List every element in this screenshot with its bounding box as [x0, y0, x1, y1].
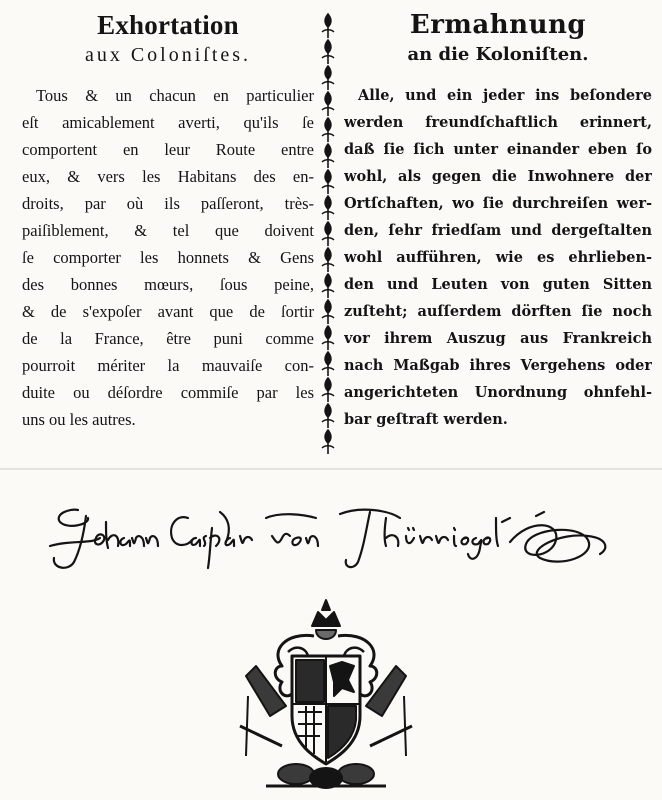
divider-fleuron: [325, 222, 331, 246]
french-column: [22, 8, 314, 433]
divider-fleuron: [325, 248, 331, 272]
german-line: zuſteht; auſſerdem dörften ſie noch: [344, 303, 652, 320]
french-text: [22, 82, 314, 433]
french-line: de la France, être puni comme: [22, 329, 314, 348]
coat-of-arms: [226, 596, 426, 796]
french-line: eux, & vers les Habitans des en-: [22, 167, 314, 186]
french-line: comportent en leur Route entre: [22, 140, 314, 159]
german-line: vor ihrem Auszug aus Frankreich: [344, 330, 652, 347]
divider-fleuron: [325, 300, 331, 324]
french-subtitle: aux Coloniſtes.: [84, 44, 252, 66]
german-line: angerichteten Unordnung ohnfehl-: [344, 384, 652, 401]
french-line: pourroit mériter la mauvaiſe con-: [22, 356, 314, 375]
ornamental-divider: [318, 6, 338, 458]
divider-fleuron: [325, 92, 331, 116]
german-line: wohl aufführen, wie es ehrlieben-: [344, 249, 652, 266]
french-line: des bonnes mœurs, ſous peine,: [22, 275, 314, 294]
divider-fleuron: [325, 378, 331, 402]
german-line: bar geſtraft werden.: [344, 411, 508, 428]
divider-fleuron: [325, 404, 331, 428]
german-line: wohl, als gegen die Inwohnere der: [344, 168, 652, 185]
german-line: den und Leuten von guten Sitten: [344, 276, 652, 293]
french-line: & de s'expoſer avant que de ſortir: [22, 302, 314, 321]
german-line: Ortſchaften, wo ſie durchreiſen wer-: [344, 195, 652, 212]
divider-fleuron: [325, 430, 331, 454]
french-line: Tous & un chacun en particulier: [36, 86, 314, 105]
divider-fleuron: [325, 170, 331, 194]
french-title: Exhortation: [97, 10, 239, 40]
german-line: daß ſie ſich unter einander eben ſo: [344, 141, 652, 158]
german-line: werden freundſchaftlich erinnert,: [344, 114, 652, 131]
german-text: [344, 82, 652, 433]
french-line: uns ou les autres.: [22, 410, 136, 429]
divider-fleuron: [325, 66, 331, 90]
german-line: den, ſehr friedſam und dergeſtalten: [344, 222, 652, 239]
handwritten-signature: [40, 488, 620, 578]
german-subtitle: an die Koloniſten.: [407, 44, 589, 65]
divider-fleuron: [325, 144, 331, 168]
french-line: eſt amicablement averti, qu'ils ſe: [22, 113, 314, 132]
german-title: Ermahnung: [409, 10, 587, 40]
divider-fleuron: [325, 118, 331, 142]
french-line: droits, par où ils paſſeront, très-: [22, 194, 314, 213]
french-line: duite ou déſordre commiſe par les: [22, 383, 314, 402]
page-fold-line: [0, 468, 662, 470]
divider-fleuron: [325, 326, 331, 350]
divider-fleuron: [325, 196, 331, 220]
signature-drawing: [40, 488, 620, 578]
french-line: ſe comporter les honnets & Gens: [22, 248, 314, 267]
divider-fleuron: [325, 274, 331, 298]
german-column: [344, 8, 652, 433]
divider-fleuron: [325, 14, 331, 38]
german-line: Alle, und ein jeder ins beſondere: [358, 87, 652, 104]
french-line: paiſiblement, & tel que doivent: [22, 221, 314, 240]
divider-fleuron: [325, 352, 331, 376]
divider-fleuron: [325, 40, 331, 64]
german-line: nach Maßgab ihres Vergehens oder: [344, 357, 652, 374]
